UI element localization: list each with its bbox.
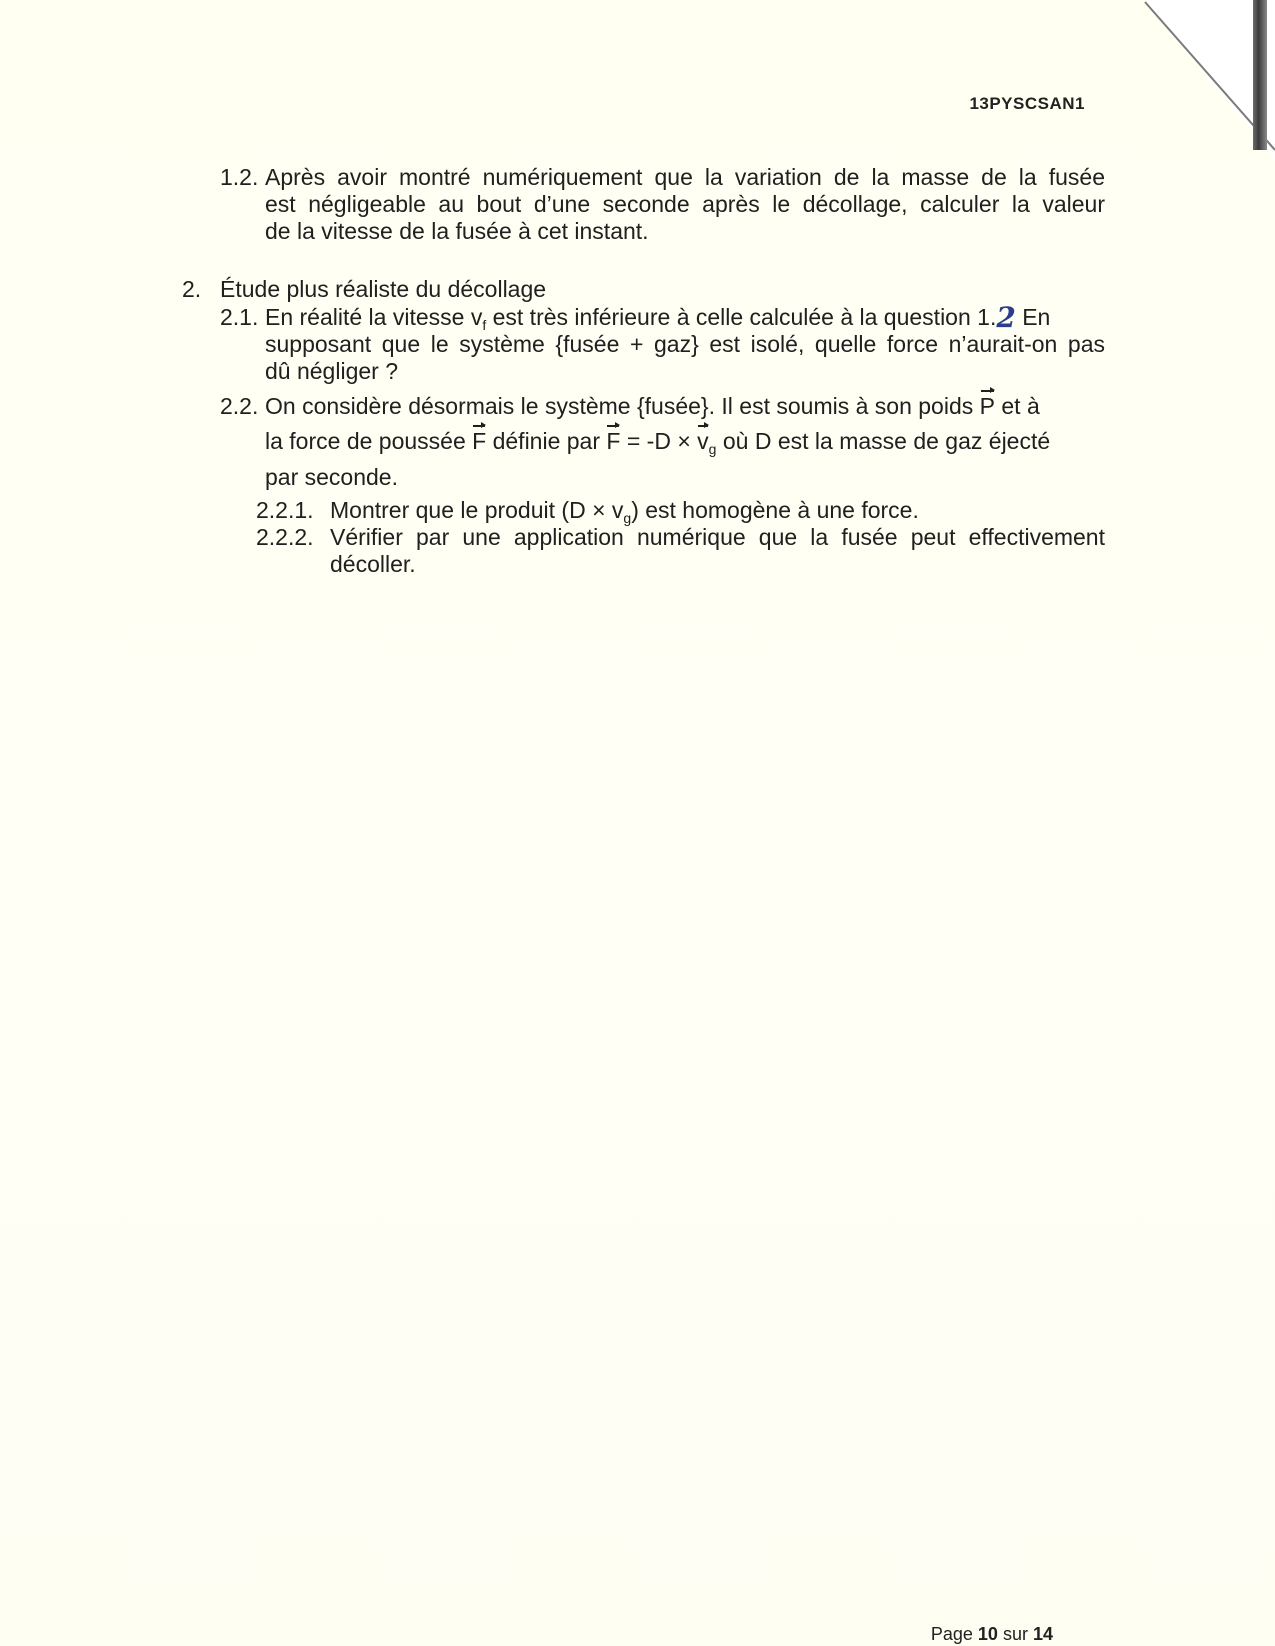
question-2-2-line-1-text: On considère désormais le système {fusée}. Il est soumis à son poids (265, 393, 980, 419)
question-2-2-line-2-c: où D est la masse de gaz éjecté (716, 428, 1051, 454)
question-2-2-2-line-2: décoller. (330, 551, 416, 577)
question-2-2-2-line-1: Vérifier par une application numérique que la fusée peut effectivement (330, 524, 1105, 550)
page-total: 14 (1032, 1624, 1053, 1644)
subscript-g: g (708, 441, 717, 457)
document-code: 13PYSCSAN1 (969, 94, 1085, 113)
vector-F-equation: F (606, 428, 621, 454)
question-2-1-line-1-text: En réalité la vitesse v (265, 304, 483, 330)
section-2-title: Étude plus réaliste du décollage (220, 276, 547, 302)
handwritten-correction: 2 (996, 301, 1016, 334)
question-2-2-line-1 (265, 393, 1105, 420)
subscript-g-2: g (623, 510, 632, 526)
vector-F: F (472, 428, 487, 454)
page-sep: sur (1002, 1624, 1028, 1644)
question-2-2-line-3: par seconde. (265, 464, 398, 490)
equation-text: = -D × (620, 428, 698, 454)
question-2-1-line-1-text-b: est très inférieure à celle calculée à la question 1. (486, 304, 997, 330)
question-2-1-line-2: supposant que le système {fusée + gaz} est isolé, quelle force n’aurait-on pas (265, 331, 1105, 357)
page-number (931, 1624, 1053, 1645)
question-number-2-1: 2.1. (220, 304, 259, 330)
question-2-2-line-1-end: et à (994, 393, 1040, 419)
question-2-2-line-2 (265, 428, 1105, 463)
vector-v: v (697, 428, 709, 454)
question-2-1-line-1-end: En (1015, 304, 1051, 330)
scan-edge-strip (1253, 0, 1267, 150)
page-label: Page (930, 1624, 973, 1644)
question-2-1-line-3: dû négliger ? (265, 358, 398, 384)
question-number-2-2: 2.2. (220, 393, 259, 419)
question-1-2-line-1: Après avoir montré numériquement que la variation de la masse de la fusée (265, 164, 1105, 190)
question-2-2-1-text: Montrer que le produit (D × v (330, 497, 624, 523)
question-1-2-line-3: de la vitesse de la fusée à cet instant. (265, 218, 649, 244)
page-current: 10 (977, 1624, 998, 1644)
question-number-2-2-1: 2.2.1. (256, 497, 314, 523)
question-2-2-line-2-b: définie par (486, 428, 607, 454)
question-2-2-line-2-a: la force de poussée (265, 428, 473, 454)
vector-P: P (979, 393, 995, 419)
subscript-f: f (482, 317, 487, 333)
section-2-number: 2. (182, 276, 202, 302)
question-number-2-2-2: 2.2.2. (256, 524, 314, 550)
question-1-2-line-2: est négligeable au bout d’une seconde après le décollage, calculer la valeur (265, 191, 1105, 217)
question-2-2-1-text-b: ) est homogène à une force. (631, 497, 919, 523)
question-number-1-2: 1.2. (220, 164, 259, 190)
